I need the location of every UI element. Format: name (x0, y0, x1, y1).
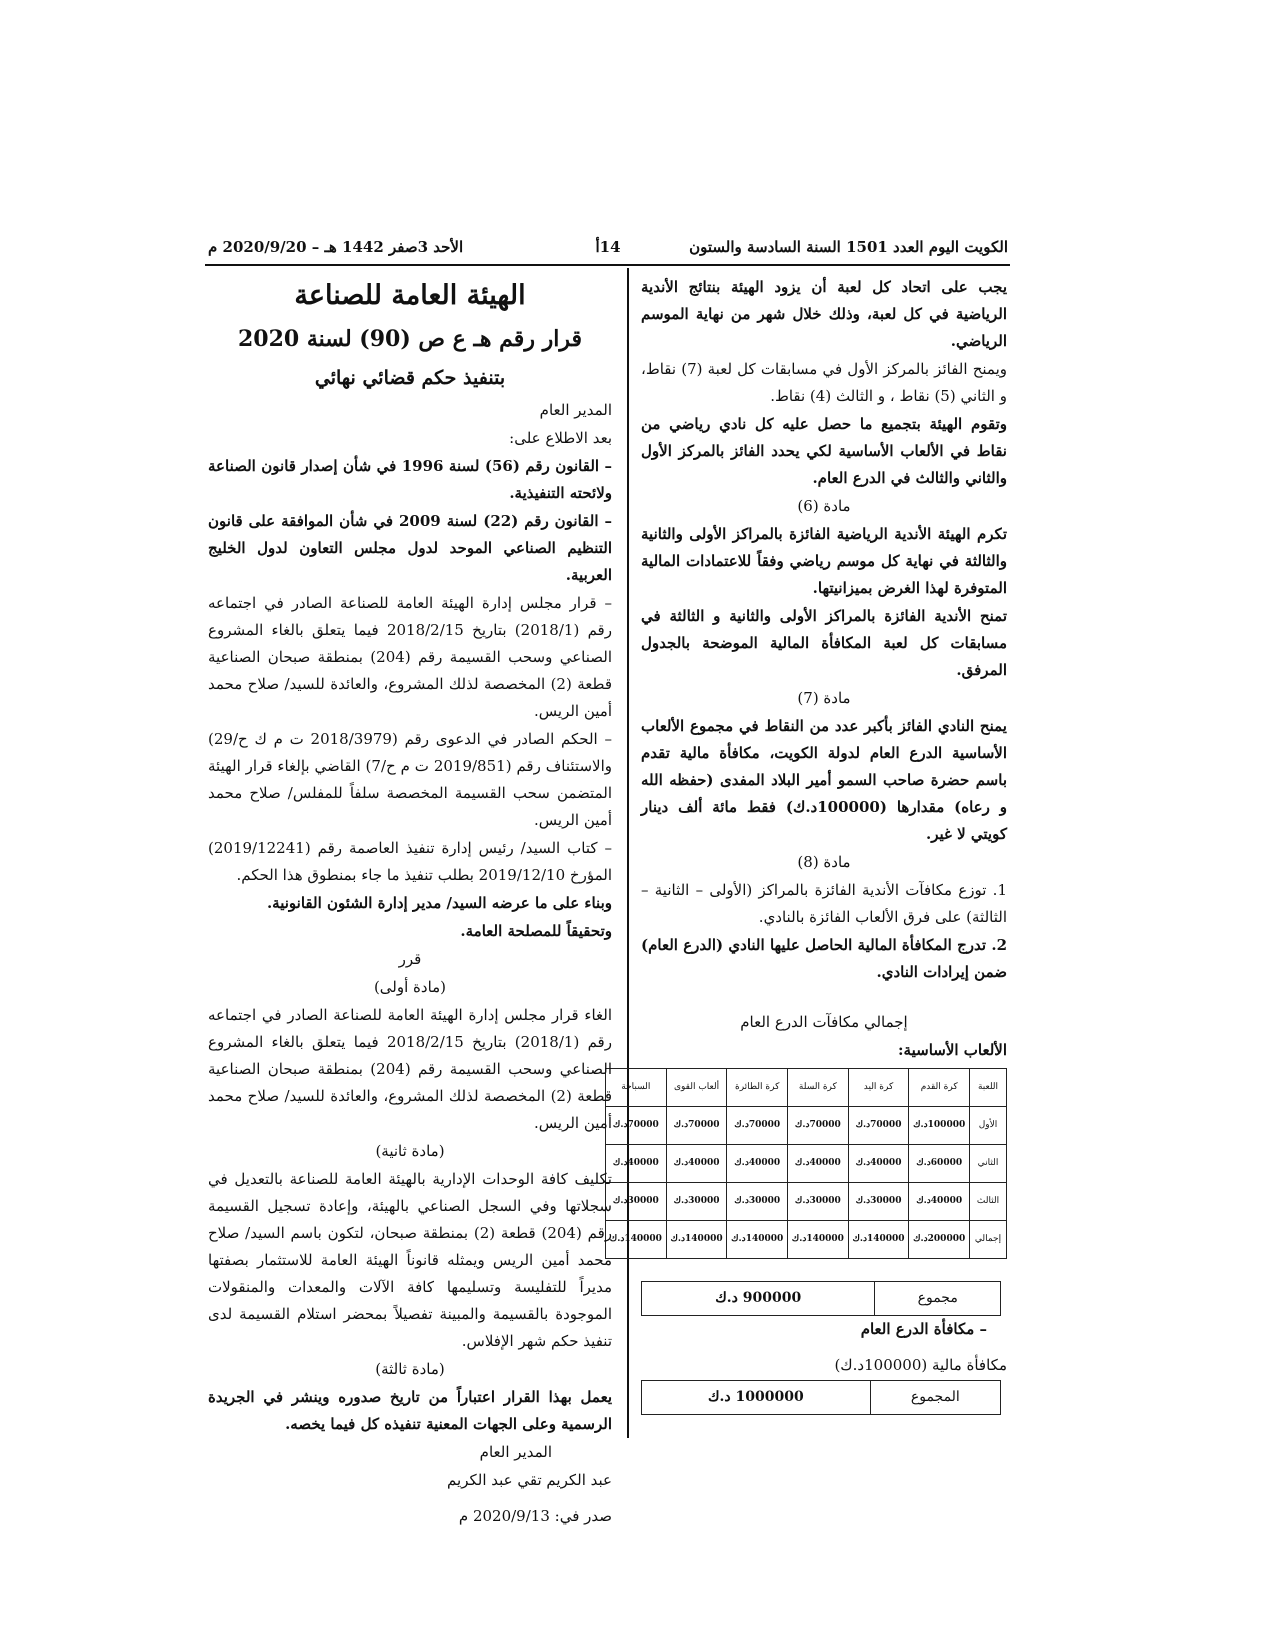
paragraph: بعد الاطلاع على: (509, 429, 612, 447)
table-title: إجمالي مكافآت الدرع العام (740, 1013, 908, 1031)
table-cell: 70000د.ك (727, 1107, 788, 1145)
paragraph: 1. توزع مكافآت الأندية الفائزة بالمراكز (الأولى – الثانية – الثالثة) على فرق الألعاب الفائزة بالنادي. (641, 881, 1007, 926)
table-cell: 40000د.ك (727, 1145, 788, 1183)
gazette-info: الكويت اليوم العدد 1501 السنة السادسة والستون (689, 238, 1008, 256)
sum-label: المجموع (870, 1381, 1000, 1415)
header-cell: كرة السلة (788, 1069, 849, 1107)
paragraph: – القانون رقم (56) لسنة 1996 في شأن إصدار قانون الصناعة ولائحته التنفيذية. (208, 457, 613, 502)
row-label: الثاني (970, 1145, 1007, 1183)
article-heading: (مادة ثالثة) (375, 1360, 445, 1378)
article-heading: (مادة ثانية) (375, 1142, 445, 1160)
table-cell: 140000د.ك (788, 1221, 849, 1259)
decision-subject: بتنفيذ حكم قضائي نهائي (314, 367, 506, 389)
paragraph: تكليف كافة الوحدات الإدارية بالهيئة العامة للصناعة بالتعديل في سجلاتها وفي السجل الصناعي بالهيئة، وإعادة تسجيل القسيمة رقم (204) قطعة (2) بمنطقة صبحان، لتكون باسم السيد/ صلاح محمد أمين الريس ويمثله قانوناً الهيئة العامة للاستثمار بصفتها مديراً للتفليسة وتسليمها كافة الآلات والمعدات والمنقولات الموجودة بالقسيمة والمبينة تفصيلاً بمحضر استلام القسيمة لدى تنفيذ حكم شهر الإفلاس. (208, 1170, 612, 1350)
table-cell: 40000د.ك (666, 1145, 727, 1183)
table-cell: 60000د.ك (909, 1145, 970, 1183)
paragraph: وتحقيقاً للمصلحة العامة. (460, 922, 612, 940)
paragraph: وتقوم الهيئة بتجميع ما حصل عليه كل نادي رياضي من نقاط في الألعاب الأساسية لكي يحدد الفائز بالمركز الأول والثاني والثالث في الدرع العام. (641, 415, 1007, 487)
header-cell: ألعاب القوى (666, 1069, 727, 1107)
signature-name: عبد الكريم تقي عبد الكريم (447, 1471, 612, 1489)
table-cell: 140000د.ك (666, 1221, 727, 1259)
column-divider (627, 268, 629, 1438)
issued-date: صدر في: 2020/9/13 م (458, 1507, 612, 1525)
table-cell: 70000د.ك (788, 1107, 849, 1145)
paragraph: تمنح الأندية الفائزة بالمراكز الأولى والثانية و الثالثة في مسابقات كل لعبة المكافأة المالية الموضحة بالجدول المرفق. (641, 607, 1007, 679)
paragraph: المدير العام (539, 401, 612, 419)
row-label: الثالث (970, 1183, 1007, 1221)
table-row (642, 1381, 1001, 1415)
table-row (642, 1282, 1001, 1316)
header-cell: كرة الطائرة (727, 1069, 788, 1107)
organization-title: الهيئة العامة للصناعة (294, 280, 526, 311)
page-number: 14أ (595, 238, 621, 256)
left-column (208, 274, 612, 1531)
decision-title: قرار رقم هـ ع ص (90) لسنة 2020 (237, 326, 582, 352)
table-cell: 40000د.ك (606, 1145, 667, 1183)
table-cell: 30000د.ك (788, 1183, 849, 1221)
sum-table (641, 1281, 1001, 1316)
paragraph: – القانون رقم (22) لسنة 2009 في شأن الموافقة على قانون التنظيم الصناعي الموحد لدول مجلس التعاون لدول الخليج العربية. (208, 512, 612, 584)
paragraph: يعمل بهذا القرار اعتباراً من تاريخ صدوره وينشر في الجريدة الرسمية وعلى الجهات المعنية تنفيذه كل فيما يخصه. (208, 1388, 612, 1433)
table-row (606, 1107, 1007, 1145)
rewards-table (605, 1068, 1007, 1259)
sum-value: 1000000 د.ك (642, 1381, 871, 1415)
header-cell: كرة القدم (909, 1069, 970, 1107)
table-cell: 140000د.ك (848, 1221, 909, 1259)
table-cell: 70000د.ك (606, 1107, 667, 1145)
table-header-row (606, 1069, 1007, 1107)
table-row (606, 1221, 1007, 1259)
table-cell: 140000د.ك (727, 1221, 788, 1259)
grand-total-table (641, 1380, 1001, 1415)
table-cell: 70000د.ك (848, 1107, 909, 1145)
article-heading: مادة (6) (797, 497, 851, 515)
table-cell: 30000د.ك (727, 1183, 788, 1221)
table-row (606, 1183, 1007, 1221)
sum-value: 900000 د.ك (642, 1282, 875, 1316)
signature-title: المدير العام (479, 1443, 552, 1461)
decided-heading: قرر (398, 950, 422, 968)
paragraph: – الحكم الصادر في الدعوى رقم (2018/3979 ت م ك ح/29) والاستئناف رقم (2019/851 ت م ح/7) القاضي بإلغاء قرار الهيئة المتضمن سحب القسيمة المخصصة سلفاً للمفلس/ صلاح محمد أمين الريس. (208, 730, 612, 829)
paragraph: تكرم الهيئة الأندية الرياضية الفائزة بالمراكز الأولى والثانية والثالثة في نهاية كل موسم رياضي وفقاً للاعتمادات المالية المتوفرة لهذا الغرض بميزانيتها. (641, 525, 1007, 597)
paragraph: يجب على اتحاد كل لعبة أن يزود الهيئة بنتائج الأندية الرياضية في كل لعبة، وذلك خلال شهر من نهاية الموسم الرياضي. (641, 278, 1007, 350)
row-label: إجمالي (970, 1221, 1007, 1259)
table-cell: 40000د.ك (848, 1145, 909, 1183)
right-column (609, 274, 1007, 1415)
table-cell: 30000د.ك (666, 1183, 727, 1221)
money-reward: مكافأة مالية (100000د.ك) (834, 1356, 1007, 1374)
table-cell: 40000د.ك (788, 1145, 849, 1183)
header-cell: السباحة (606, 1069, 667, 1107)
dir-reward: – مكافأة الدرع العام (860, 1320, 987, 1338)
table-cell: 100000د.ك (909, 1107, 970, 1145)
header-rule (205, 264, 1010, 266)
paragraph: وبناء على ما عرضه السيد/ مدير إدارة الشئون القانونية. (266, 894, 612, 912)
table-subtitle: الألعاب الأساسية: (898, 1041, 1007, 1059)
table-cell: 30000د.ك (606, 1183, 667, 1221)
paragraph: – قرار مجلس إدارة الهيئة العامة للصناعة الصادر في اجتماعه رقم (2018/1) بتاريخ 2018/2/15 فيما يتعلق بالغاء المشروع الصناعي وسحب القسيمة رقم (204) بمنطقة صبحان الصناعية قطعة (2) المخصصة لذلك المشروع، والعائدة للسيد/ صلاح محمد أمين الريس. (208, 594, 613, 720)
table-cell: 70000د.ك (666, 1107, 727, 1145)
paragraph: ويمنح الفائز بالمركز الأول في مسابقات كل لعبة (7) نقاط، و الثاني (5) نقاط ، و الثالث (4) نقاط. (641, 360, 1007, 405)
issue-date: الأحد 3صفر 1442 هـ – 2020/9/20 م (208, 238, 464, 256)
header-cell: كرة اليد (848, 1069, 909, 1107)
article-heading: مادة (8) (797, 853, 851, 871)
table-cell: 40000د.ك (909, 1183, 970, 1221)
row-label: الأول (970, 1107, 1007, 1145)
article-heading: (مادة أولى) (373, 978, 447, 996)
header-cell: اللعبة (970, 1069, 1007, 1107)
paragraph: – كتاب السيد/ رئيس إدارة تنفيذ العاصمة رقم (2019/12241) المؤرخ 2019/12/10 بطلب تنفيذ ما جاء بمنطوق هذا الحكم. (208, 839, 612, 884)
page-header (208, 234, 1008, 262)
table-cell: 140000د.ك (606, 1221, 667, 1259)
table-cell: 30000د.ك (848, 1183, 909, 1221)
paragraph: يمنح النادي الفائز بأكبر عدد من النقاط في مجموع الألعاب الأساسية الدرع العام لدولة الكويت، مكافأة مالية تقدم باسم حضرة صاحب السمو أمير البلاد المفدى (حفظه الله و رعاه) مقدارها (100000د.ك) فقط مائة ألف دينار كويتي لا غير. (641, 717, 1007, 843)
paragraph: 2. تدرج المكافأة المالية الحاصل عليها النادي (الدرع العام) ضمن إيرادات النادي. (641, 936, 1007, 981)
table-row (606, 1145, 1007, 1183)
paragraph: الغاء قرار مجلس إدارة الهيئة العامة للصناعة الصادر في اجتماعه رقم (2018/1) بتاريخ 2018/2/15 فيما يتعلق بالغاء المشروع الصناعي وسحب القسيمة رقم (204) بمنطقة صبحان الصناعية قطعة (2) المخصصة لذلك المشروع، والعائدة للسيد/ صلاح محمد أمين الريس. (208, 1006, 613, 1132)
table-cell: 200000د.ك (909, 1221, 970, 1259)
sum-label: مجموع (875, 1282, 1001, 1316)
article-heading: مادة (7) (797, 689, 851, 707)
